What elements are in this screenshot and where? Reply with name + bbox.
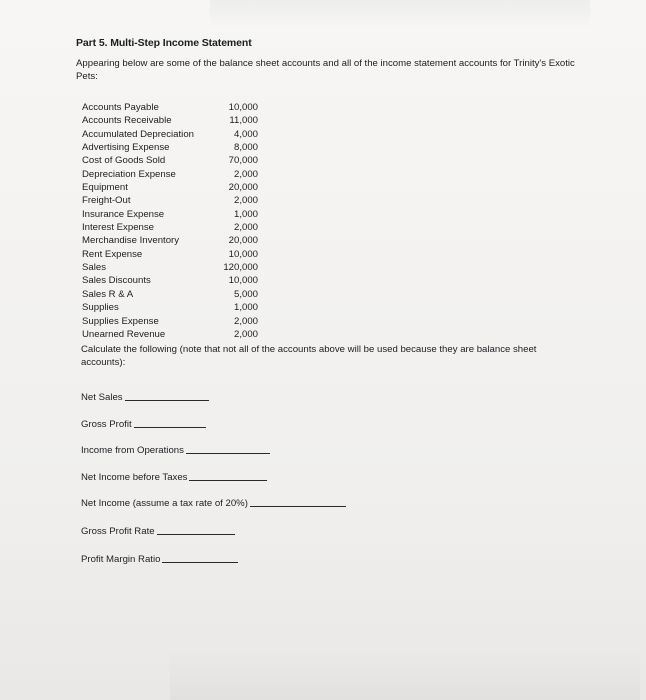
account-name: Sales [82,262,106,274]
bleed-through-shading-bottom [170,650,640,700]
account-row [82,328,258,341]
gross-profit-rate-label: Gross Profit Rate [81,526,155,537]
account-name: Rent Expense [82,248,143,260]
account-amount: 20,000 [228,182,258,194]
account-row [82,101,258,114]
account-name: Depreciation Expense [82,168,176,180]
account-row [82,114,258,127]
account-amount: 2,000 [233,328,258,340]
net-income-before-taxes-answer-line[interactable] [189,479,267,481]
account-row [82,288,258,301]
account-name: Sales R & A [82,288,134,300]
net-income-answer-line[interactable] [250,505,346,507]
account-amount: 4,000 [233,128,258,140]
account-name: Supplies [82,302,119,314]
account-name: Freight-Out [82,195,131,207]
account-row [82,221,258,234]
profit-margin-ratio-item [81,554,238,565]
account-row [82,128,258,141]
gross-profit-item [81,419,206,430]
account-amount: 5,000 [233,288,258,300]
account-amount: 2,000 [233,195,258,207]
account-amount: 2,000 [233,168,258,180]
account-row [82,154,258,167]
account-row [82,168,258,181]
intro-paragraph: Appearing below are some of the balance sheet accounts and all of the income statement accounts for Trinity's Exotic Pets: [76,58,575,82]
income-from-operations-item [81,445,270,456]
account-row [82,261,258,274]
account-name: Advertising Expense [82,142,170,154]
account-amount: 1,000 [233,302,258,314]
net-income-label: Net Income (assume a tax rate of 20%) [81,498,248,509]
calculation-instructions: Calculate the following (note that not all of the accounts above will be used because they are balance sheet accounts): [81,344,537,368]
account-amount: 2,000 [233,315,258,327]
account-row [82,315,258,328]
account-name: Merchandise Inventory [82,235,180,247]
net-income-before-taxes-label: Net Income before Taxes [81,472,188,483]
account-name: Interest Expense [82,222,154,234]
account-row [82,141,258,154]
net-sales-answer-line[interactable] [125,399,209,401]
net-income-before-taxes-item [81,472,267,483]
account-amount: 120,000 [223,262,258,274]
section-title: Part 5. Multi-Step Income Statement [76,37,252,49]
account-row [82,234,258,247]
income-from-operations-answer-line[interactable] [186,452,270,454]
account-name: Unearned Revenue [82,328,166,340]
bleed-through-shading [210,0,590,28]
account-row [82,301,258,314]
profit-margin-ratio-label: Profit Margin Ratio [81,554,161,565]
gross-profit-rate-answer-line[interactable] [157,533,235,535]
gross-profit-answer-line[interactable] [134,426,206,428]
net-sales-item [81,392,209,403]
account-name: Accumulated Depreciation [82,128,194,140]
gross-profit-rate-item [81,526,235,537]
account-name: Accounts Receivable [82,115,172,127]
account-row [82,274,258,287]
net-income-item [81,498,346,509]
account-amount: 11,000 [229,115,258,127]
account-name: Accounts Payable [82,102,159,113]
account-row [82,248,258,261]
net-sales-label: Net Sales [81,392,123,403]
account-amount: 8,000 [233,142,258,154]
account-name: Sales Discounts [82,275,151,287]
profit-margin-ratio-answer-line[interactable] [162,561,238,563]
account-row [82,208,258,221]
account-amount: 10,000 [228,102,258,113]
account-name: Supplies Expense [82,315,159,327]
account-name: Equipment [82,182,128,194]
account-name: Cost of Goods Sold [82,155,166,167]
accounts-table [82,101,258,341]
gross-profit-label: Gross Profit [81,419,132,430]
account-amount: 20,000 [228,235,258,247]
income-from-operations-label: Income from Operations [81,445,184,456]
account-row [82,181,258,194]
account-amount: 1,000 [233,208,258,220]
account-row [82,194,258,207]
account-amount: 2,000 [233,222,258,234]
account-amount: 10,000 [228,248,258,260]
account-amount: 10,000 [228,275,258,287]
account-amount: 70,000 [228,155,258,167]
account-name: Insurance Expense [82,208,165,220]
